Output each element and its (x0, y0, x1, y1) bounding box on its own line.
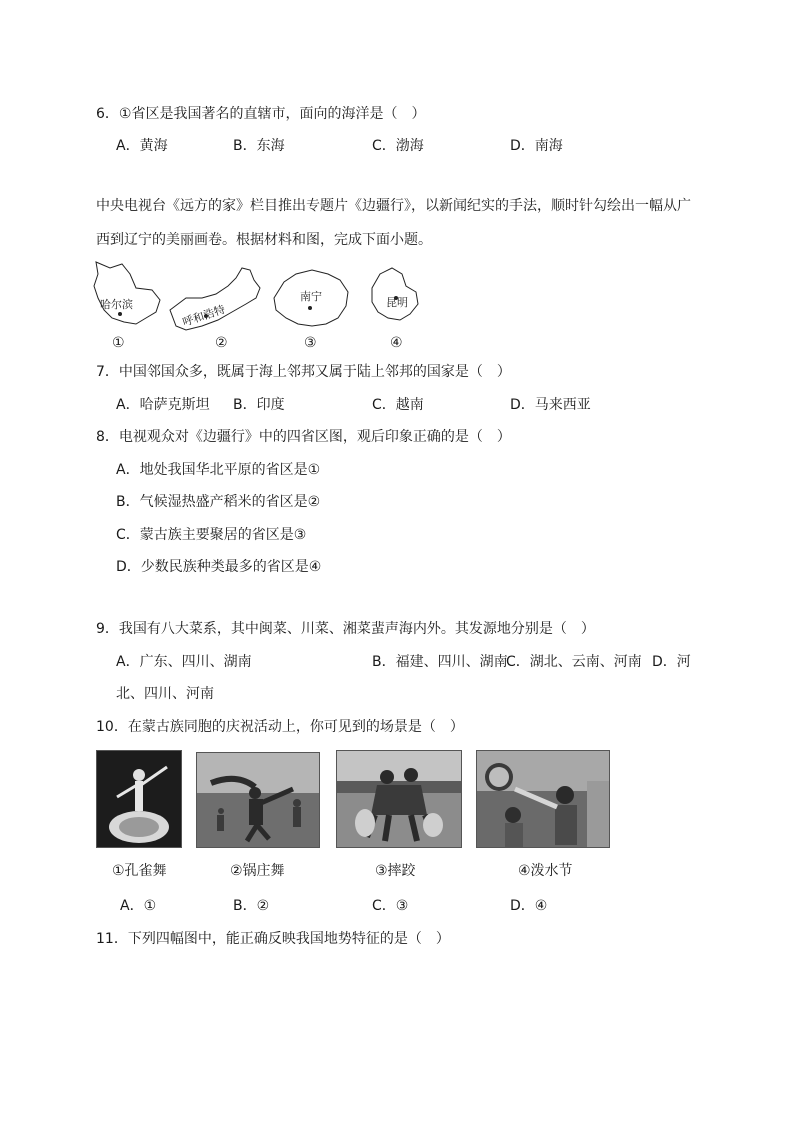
q7-option-d: D．马来西亚 (510, 397, 591, 413)
caption-wrestling: ③摔跤 (375, 863, 416, 879)
q7-option-c: C．越南 (372, 397, 424, 413)
q8-option-c: C．蒙古族主要聚居的省区是③ (116, 527, 307, 543)
q6-option-a: A．黄海 (116, 138, 168, 154)
photo-peacock-dance (96, 750, 182, 848)
map-4-city-label: 昆明 (386, 296, 408, 309)
caption-water-splashing: ④泼水节 (518, 863, 573, 879)
caption-guozhuang-dance: ②锅庄舞 (230, 863, 285, 879)
q8-option-b: B．气候湿热盛产稻米的省区是② (116, 494, 321, 510)
q6-option-b: B．东海 (233, 138, 285, 154)
province-map-guangxi (274, 270, 348, 351)
q6-option-d: D．南海 (510, 138, 563, 154)
q9-option-c: C．湖北、云南、河南 (506, 654, 642, 670)
q9-option-a: A．广东、四川、湖南 (116, 654, 252, 670)
q9-option-d: D．河 (652, 654, 691, 670)
map-3-city-label: 南宁 (300, 290, 322, 303)
photo-water-splashing (476, 750, 610, 848)
q10-option-b: B．② (233, 898, 270, 914)
map-1-city-label: 哈尔滨 (100, 298, 133, 311)
q6-option-c: C．渤海 (372, 138, 424, 154)
q11-stem: 11．下列四幅图中，能正确反映我国地势特征的是（ ） (96, 931, 450, 947)
province-map-inner-mongolia (170, 268, 260, 351)
q8-option-d: D．少数民族种类最多的省区是④ (116, 559, 322, 575)
province-map-yunnan (372, 268, 418, 351)
q8-stem: 8．电视观众对《边疆行》中的四省区图，观后印象正确的是（ ） (96, 429, 511, 445)
province-map-heilongjiang (94, 262, 160, 351)
map-3-number: ③ (304, 335, 317, 351)
q7-stem: 7．中国邻国众多，既属于海上邻邦又属于陆上邻邦的国家是（ ） (96, 364, 511, 380)
q7-option-a: A．哈萨克斯坦 (116, 397, 210, 413)
q10-option-d: D．④ (510, 898, 548, 914)
map-1-number: ① (112, 335, 125, 351)
caption-peacock-dance: ①孔雀舞 (112, 863, 167, 879)
q10-stem: 10．在蒙古族同胞的庆祝活动上，你可见到的场景是（ ） (96, 719, 464, 735)
q10-option-c: C．③ (372, 898, 409, 914)
photo-guozhuang-dance (196, 752, 320, 848)
q9-option-b: B．福建、四川、湖南 (372, 654, 508, 670)
q9-option-d-wrap: 北、四川、河南 (116, 686, 214, 702)
q8-option-a: A．地处我国华北平原的省区是① (116, 462, 321, 478)
map-4-number: ④ (390, 335, 403, 351)
q6-stem: 6．①省区是我国著名的直辖市，面向的海洋是（ ） (96, 106, 426, 122)
passage-line-1: 中央电视台《远方的家》栏目推出专题片《边疆行》，以新闻纪实的手法，顺时针勾绘出一幅从广 (96, 198, 691, 214)
province-maps-figure (90, 258, 430, 352)
map-2-city-label: 呼和浩特 (180, 302, 227, 329)
q9-stem: 9．我国有八大菜系，其中闽菜、川菜、湘菜蜚声海内外。其发源地分别是（ ） (96, 621, 595, 637)
q7-option-b: B．印度 (233, 397, 285, 413)
map-2-number: ② (215, 335, 228, 351)
q10-option-a: A．① (120, 898, 157, 914)
passage-line-2: 西到辽宁的美丽画卷。根据材料和图，完成下面小题。 (96, 232, 432, 248)
photo-wrestling (336, 750, 462, 848)
